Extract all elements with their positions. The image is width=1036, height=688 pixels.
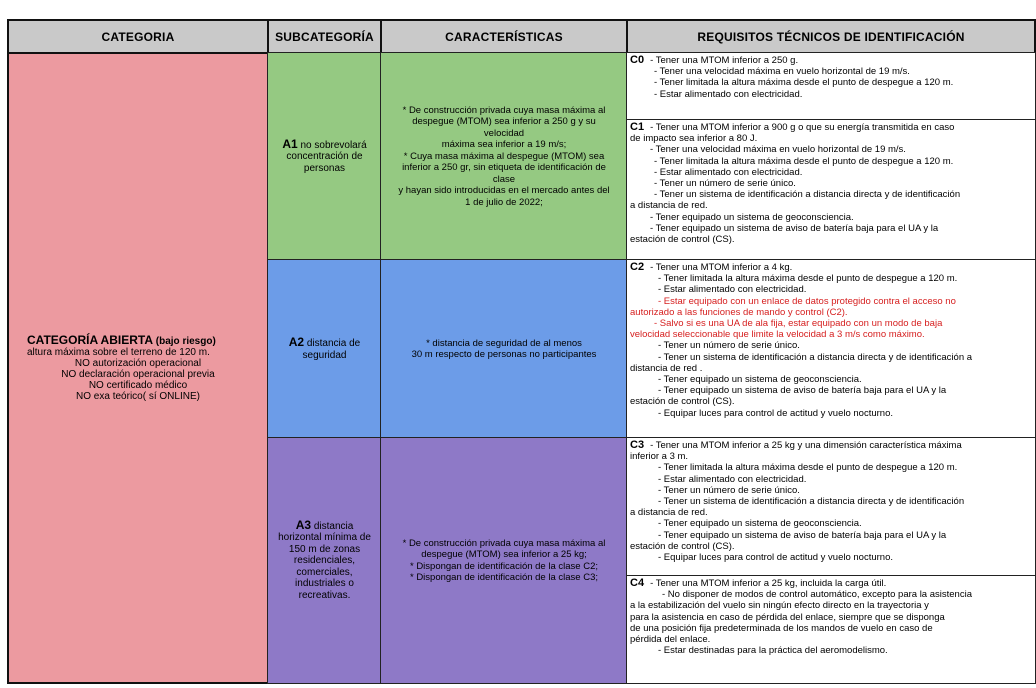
requirement-text: - Tener un sistema de identificación a distancia directa y de identificación a bbox=[658, 351, 973, 363]
requirement-text: - Salvo si es una UA de ala fija, estar equipado con un modo de baja bbox=[654, 318, 943, 330]
requirement-text: - Tener una velocidad máxima en vuelo horizontal de 19 m/s. bbox=[650, 144, 906, 156]
requirements-c4 bbox=[626, 575, 1036, 684]
requirement-line bbox=[630, 645, 1032, 656]
feature-line: * Dispongan de identificación de la clase C2; bbox=[409, 560, 598, 572]
requirement-line bbox=[630, 408, 1032, 419]
class-code: C3 bbox=[630, 439, 645, 451]
subcategory-a2-line: seguridad bbox=[302, 349, 347, 361]
requirements-c1 bbox=[626, 119, 1036, 261]
requirement-line bbox=[630, 541, 1032, 552]
requirement-text: - Equipar luces para control de actitud y vuelo nocturno. bbox=[658, 552, 893, 564]
subcategory-a3-line: industriales o bbox=[295, 578, 354, 590]
requirement-line bbox=[630, 89, 1032, 100]
subcategory-a3 bbox=[267, 437, 382, 684]
requirement-text: a la estabilización del vuelo sin ningún efecto directo en la trayectoria y bbox=[630, 600, 929, 612]
requirement-text: - Tener limitada la altura máxima desde el punto de despegue a 120 m. bbox=[658, 273, 958, 285]
requirement-text: - Estar alimentado con electricidad. bbox=[658, 473, 807, 485]
requirement-text: estación de control (CS). bbox=[630, 234, 735, 246]
requirement-text: - Estar alimentado con electricidad. bbox=[658, 284, 807, 296]
class-code: C1 bbox=[630, 121, 645, 133]
feature-line: y hayan sido introducidas en el mercado antes del bbox=[398, 185, 610, 197]
requirement-text: distancia de red . bbox=[630, 362, 703, 374]
requirement-text: para la asistencia en caso de pérdida del enlace, siempre que se disponga bbox=[630, 611, 945, 623]
requirement-line bbox=[630, 451, 1032, 462]
requirement-text: - Tener un número de serie único. bbox=[658, 340, 800, 352]
requirement-text: de una posición fija predeterminada de los mandos de vuelo en caso de bbox=[630, 622, 933, 634]
feature-line: * De construcción privada cuya masa máxima al bbox=[402, 537, 606, 549]
requirement-line bbox=[630, 623, 1032, 634]
subcategory-a1-line bbox=[282, 136, 367, 152]
requirement-line bbox=[630, 440, 1032, 451]
feature-line: velocidad bbox=[483, 127, 525, 139]
subcategory-a2-text: distancia de bbox=[304, 338, 361, 349]
features-a3 bbox=[380, 437, 628, 684]
requirement-line bbox=[630, 307, 1032, 318]
requirement-text: - Tener una MTOM inferior a 250 g. bbox=[650, 55, 799, 66]
subcategory-a1-line: concentración de bbox=[286, 151, 363, 163]
feature-line: clase bbox=[492, 173, 516, 185]
feature-line: * De construcción privada cuya masa máxima al bbox=[402, 104, 606, 116]
requirement-line bbox=[630, 530, 1032, 541]
subcategory-a1-text: no sobrevolará bbox=[297, 139, 367, 151]
requirement-text: - Tener una MTOM inferior a 25 kg, incluida la carga útil. bbox=[650, 578, 887, 589]
feature-line: inferior a 250 gr, sin etiqueta de identificación de bbox=[402, 162, 606, 174]
category-cell bbox=[7, 52, 269, 684]
subcategory-a2 bbox=[267, 259, 382, 439]
requirement-text: - Tener un sistema de identificación a distancia directa y de identificación bbox=[658, 496, 965, 508]
requirement-text: - Estar equipado con un enlace de datos protegido contra el acceso no bbox=[658, 295, 956, 307]
requirement-line bbox=[630, 156, 1032, 167]
category-title: CATEGORÍA ABIERTA bbox=[27, 333, 153, 347]
requirements-c2 bbox=[626, 259, 1036, 439]
requirement-text: - Estar alimentado con electricidad. bbox=[654, 88, 803, 100]
category-line: altura máxima sobre el terreno de 120 m. bbox=[27, 347, 210, 358]
requirement-line bbox=[630, 178, 1032, 189]
feature-line: * distancia de seguridad de al menos bbox=[426, 337, 582, 349]
requirement-text: pérdida del enlace. bbox=[630, 634, 711, 646]
features-a1 bbox=[380, 52, 628, 261]
requirement-text: - Tener un número de serie único. bbox=[658, 484, 800, 496]
subcategory-a3-code: A3 bbox=[295, 517, 312, 532]
subcategory-a3-line: residenciales, bbox=[293, 555, 356, 567]
requirement-line bbox=[630, 340, 1032, 351]
requirement-line bbox=[630, 122, 1032, 133]
header-categoria: CATEGORIA bbox=[7, 19, 269, 54]
feature-line: máxima sea inferior a 19 m/s; bbox=[441, 139, 567, 151]
requirement-line bbox=[630, 262, 1032, 273]
requirement-text: estación de control (CS). bbox=[630, 396, 735, 408]
subcategory-a1 bbox=[267, 52, 382, 261]
feature-line: despegue (MTOM) sea inferior a 25 kg; bbox=[421, 549, 587, 560]
category-risk: (bajo riesgo) bbox=[155, 336, 216, 347]
requirement-line bbox=[630, 284, 1032, 295]
class-code: C0 bbox=[630, 54, 645, 66]
subcategory-a3-text: distancia bbox=[311, 520, 354, 532]
subcategory-a2-code: A2 bbox=[288, 335, 305, 349]
feature-line: 1 de julio de 2022; bbox=[465, 196, 543, 208]
requirement-line bbox=[630, 374, 1032, 385]
requirement-line bbox=[630, 200, 1032, 211]
requirement-line bbox=[630, 600, 1032, 611]
requirement-line bbox=[630, 385, 1032, 396]
feature-line: * Cuya masa máxima al despegue (MTOM) sea bbox=[403, 150, 605, 162]
requirement-line bbox=[630, 363, 1032, 374]
requirement-line bbox=[630, 634, 1032, 645]
subcategory-a3-line: comerciales, bbox=[296, 566, 353, 578]
requirement-text: - Estar alimentado con electricidad. bbox=[654, 166, 803, 178]
subcategory-a2-line bbox=[289, 337, 361, 350]
subcategory-a1-code: A1 bbox=[282, 136, 298, 151]
requirement-line bbox=[630, 296, 1032, 307]
requirement-line bbox=[630, 396, 1032, 407]
requirements-c3 bbox=[626, 437, 1036, 577]
requirement-text: - Tener equipado un sistema de geoconsciencia. bbox=[650, 211, 854, 223]
requirement-line bbox=[630, 552, 1032, 563]
requirement-line bbox=[630, 578, 1032, 589]
requirement-text: - Tener equipado un sistema de aviso de batería baja para el UA y la bbox=[650, 222, 939, 234]
requirement-text: - Tener una MTOM inferior a 4 kg. bbox=[650, 262, 793, 273]
subcategory-a3-line: 150 m de zonas bbox=[288, 543, 361, 555]
requirement-text: a distancia de red. bbox=[630, 507, 708, 519]
requirement-text: - Tener equipado un sistema de aviso de batería baja para el UA y la bbox=[658, 529, 947, 541]
requirement-line bbox=[630, 66, 1032, 77]
requirement-text: de impacto sea inferior a 80 J. bbox=[630, 133, 758, 145]
feature-line: despegue (MTOM) sea inferior a 250 g y su bbox=[412, 116, 596, 128]
requirement-text: inferior a 3 m. bbox=[630, 451, 689, 463]
requirement-text: velocidad seleccionable que limite la velocidad a 3 m/s como máximo. bbox=[630, 329, 925, 341]
category-line: NO exa teórico( sí ONLINE) bbox=[76, 391, 200, 402]
requirement-text: a distancia de red. bbox=[630, 200, 708, 212]
requirement-text: - Estar destinadas para la práctica del aeromodelismo. bbox=[658, 645, 888, 657]
subcategory-a3-line: horizontal mínima de bbox=[278, 532, 371, 544]
requirement-line bbox=[630, 318, 1032, 329]
category-heading bbox=[9, 334, 216, 347]
requirement-line bbox=[630, 234, 1032, 245]
requirement-line bbox=[630, 507, 1032, 518]
requirement-text: - Tener un número de serie único. bbox=[654, 178, 796, 190]
requirement-line bbox=[630, 144, 1032, 155]
category-line: NO declaración operacional previa bbox=[61, 369, 215, 380]
requirement-line bbox=[630, 189, 1032, 200]
requirement-text: - Tener limitada la altura máxima desde el punto de despegue a 120 m. bbox=[654, 155, 954, 167]
requirement-text: - Tener equipado un sistema de geoconsciencia. bbox=[658, 518, 862, 530]
requirement-line bbox=[630, 485, 1032, 496]
subcategory-a3-line bbox=[295, 517, 354, 533]
requirement-line bbox=[630, 462, 1032, 473]
subcategory-a1-line: personas bbox=[303, 162, 346, 174]
requirement-text: autorizado a las funciones de mando y control (C2). bbox=[630, 306, 848, 318]
requirements-c0 bbox=[626, 52, 1036, 121]
feature-line: * Dispongan de identificación de la clase C3; bbox=[409, 572, 598, 583]
requirement-text: - No disponer de modos de control automático, excepto para la asistencia bbox=[662, 589, 972, 601]
requirement-line bbox=[630, 55, 1032, 66]
feature-line: 30 m respecto de personas no participantes bbox=[411, 349, 597, 360]
header-caracteristicas: CARACTERÍSTICAS bbox=[380, 19, 628, 54]
requirement-line bbox=[630, 167, 1032, 178]
requirement-line bbox=[630, 496, 1032, 507]
requirement-text: - Equipar luces para control de actitud y vuelo nocturno. bbox=[658, 407, 893, 419]
requirement-text: - Tener un sistema de identificación a distancia directa y de identificación bbox=[654, 189, 961, 201]
requirement-text: - Tener limitada la altura máxima desde el punto de despegue a 120 m. bbox=[658, 462, 958, 474]
requirement-line bbox=[630, 133, 1032, 144]
requirement-text: - Tener equipado un sistema de geoconsciencia. bbox=[658, 374, 862, 386]
requirement-line bbox=[630, 474, 1032, 485]
category-line: NO certificado médico bbox=[88, 380, 188, 391]
requirement-line bbox=[630, 518, 1032, 529]
requirement-text: estación de control (CS). bbox=[630, 540, 735, 552]
requirement-line bbox=[630, 77, 1032, 88]
classification-table bbox=[7, 19, 1036, 684]
requirement-text: - Tener limitada la altura máxima desde el punto de despegue a 120 m. bbox=[654, 77, 954, 89]
requirement-text: - Tener una MTOM inferior a 25 kg y una dimensión característica máxima bbox=[650, 440, 962, 451]
requirement-text: - Tener equipado un sistema de aviso de batería baja para el UA y la bbox=[658, 385, 947, 397]
subcategory-a3-line: recreativas. bbox=[298, 589, 351, 601]
header-subcategoria: SUBCATEGORÍA bbox=[267, 19, 382, 54]
requirement-line bbox=[630, 273, 1032, 284]
requirement-line bbox=[630, 612, 1032, 623]
requirement-line bbox=[630, 223, 1032, 234]
requirement-line bbox=[630, 352, 1032, 363]
requirement-line bbox=[630, 589, 1032, 600]
features-a2 bbox=[380, 259, 628, 439]
class-code: C4 bbox=[630, 577, 645, 589]
requirement-line bbox=[630, 212, 1032, 223]
requirement-text: - Tener una MTOM inferior a 900 g o que su energía transmitida en caso bbox=[650, 122, 955, 133]
class-code: C2 bbox=[630, 261, 645, 273]
requirement-text: - Tener una velocidad máxima en vuelo horizontal de 19 m/s. bbox=[654, 66, 910, 78]
header-requisitos: REQUISITOS TÉCNICOS DE IDENTIFICACIÓN bbox=[626, 19, 1036, 54]
category-line: NO autorización operacional bbox=[74, 358, 202, 369]
requirement-line bbox=[630, 329, 1032, 340]
